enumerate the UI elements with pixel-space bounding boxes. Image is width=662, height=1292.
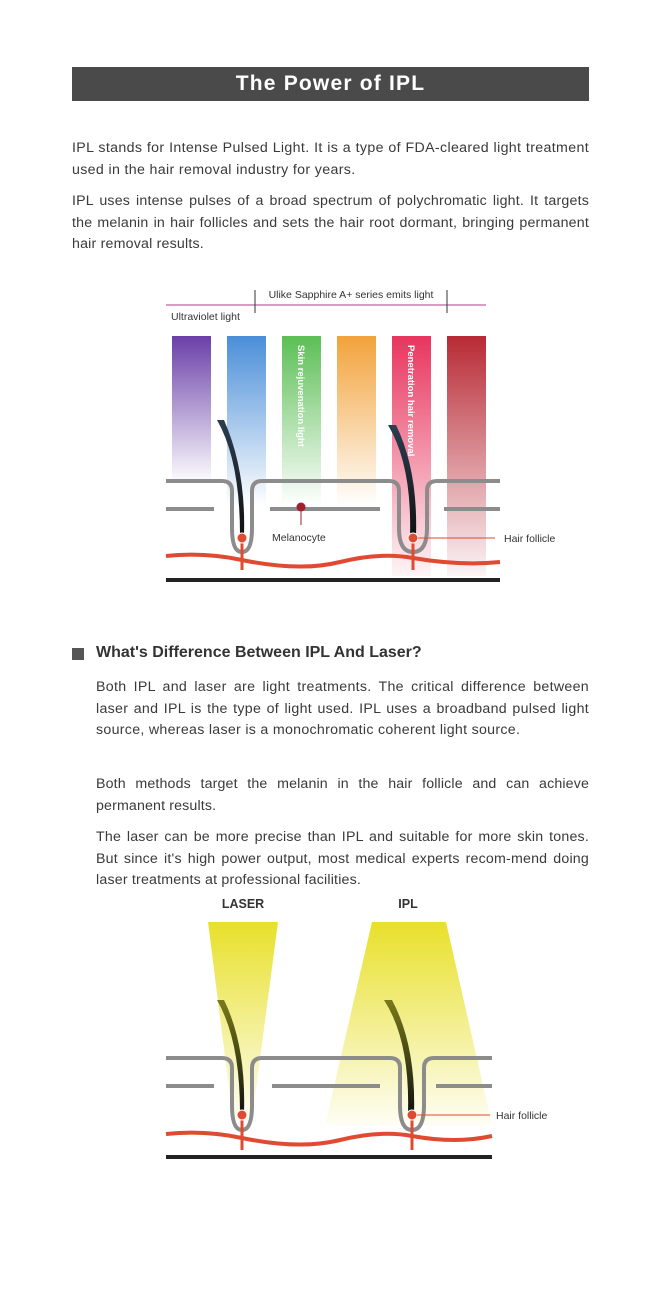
intro-paragraph-1: IPL stands for Intense Pulsed Light. It is a type of FDA-cleared light treatment used in the hair removal industry for years. [72, 140, 589, 178]
spectrum-bar-red [447, 336, 486, 576]
skin-rejuvenation-label: Skin rejuvenation light [295, 345, 306, 447]
hair-follicle-label-2: Hair follicle [496, 1110, 548, 1122]
laser-vs-ipl-diagram [166, 897, 548, 1157]
uv-label: Ultraviolet light [171, 311, 240, 323]
penetration-label: Penetration hair removal [405, 345, 416, 457]
ipl-label: IPL [398, 897, 418, 911]
follicle-bulb-right [408, 533, 418, 543]
difference-paragraph-1: Both IPL and laser are light treatments. The critical difference between laser and IPL is the type of light used. IPL uses a broadband pulsed light source, whereas laser is a monochromatic coherent light source. [96, 679, 589, 738]
dermis-line-2 [166, 1133, 492, 1145]
melanocyte-dot [297, 503, 306, 512]
ipl-follicle-bulb [407, 1110, 417, 1120]
bullet-square-icon [72, 648, 84, 660]
laser-label: LASER [221, 897, 265, 911]
melanocyte-label: Melanocyte [272, 532, 326, 544]
hair-follicle-label-1: Hair follicle [504, 533, 556, 545]
page-banner: The Power of IPL [72, 67, 589, 101]
intro-paragraph-2: IPL uses intense pulses of a broad spectrum of polychromatic light. It targets the melanin in hair follicles and sets the hair root dormant, bringing permanent hair removal results. [72, 193, 589, 252]
bracket-label: Ulike Sapphire A+ series emits light [268, 289, 434, 301]
follicle-bulb-left [237, 533, 247, 543]
spectrum-bar-violet [172, 336, 211, 484]
difference-paragraph-3: The laser can be more precise than IPL and suitable for more skin tones. But since it's high power output, most medical experts recom-mend doing laser treatments at professional facilities. [96, 829, 589, 888]
difference-paragraph-2: Both methods target the melanin in the hair follicle and can achieve permanent results. [96, 776, 589, 814]
laser-follicle-bulb [237, 1110, 247, 1120]
spectrum-diagram [166, 288, 556, 580]
section-heading-text: What's Difference Between IPL And Laser? [96, 644, 422, 661]
section-heading [72, 644, 592, 666]
